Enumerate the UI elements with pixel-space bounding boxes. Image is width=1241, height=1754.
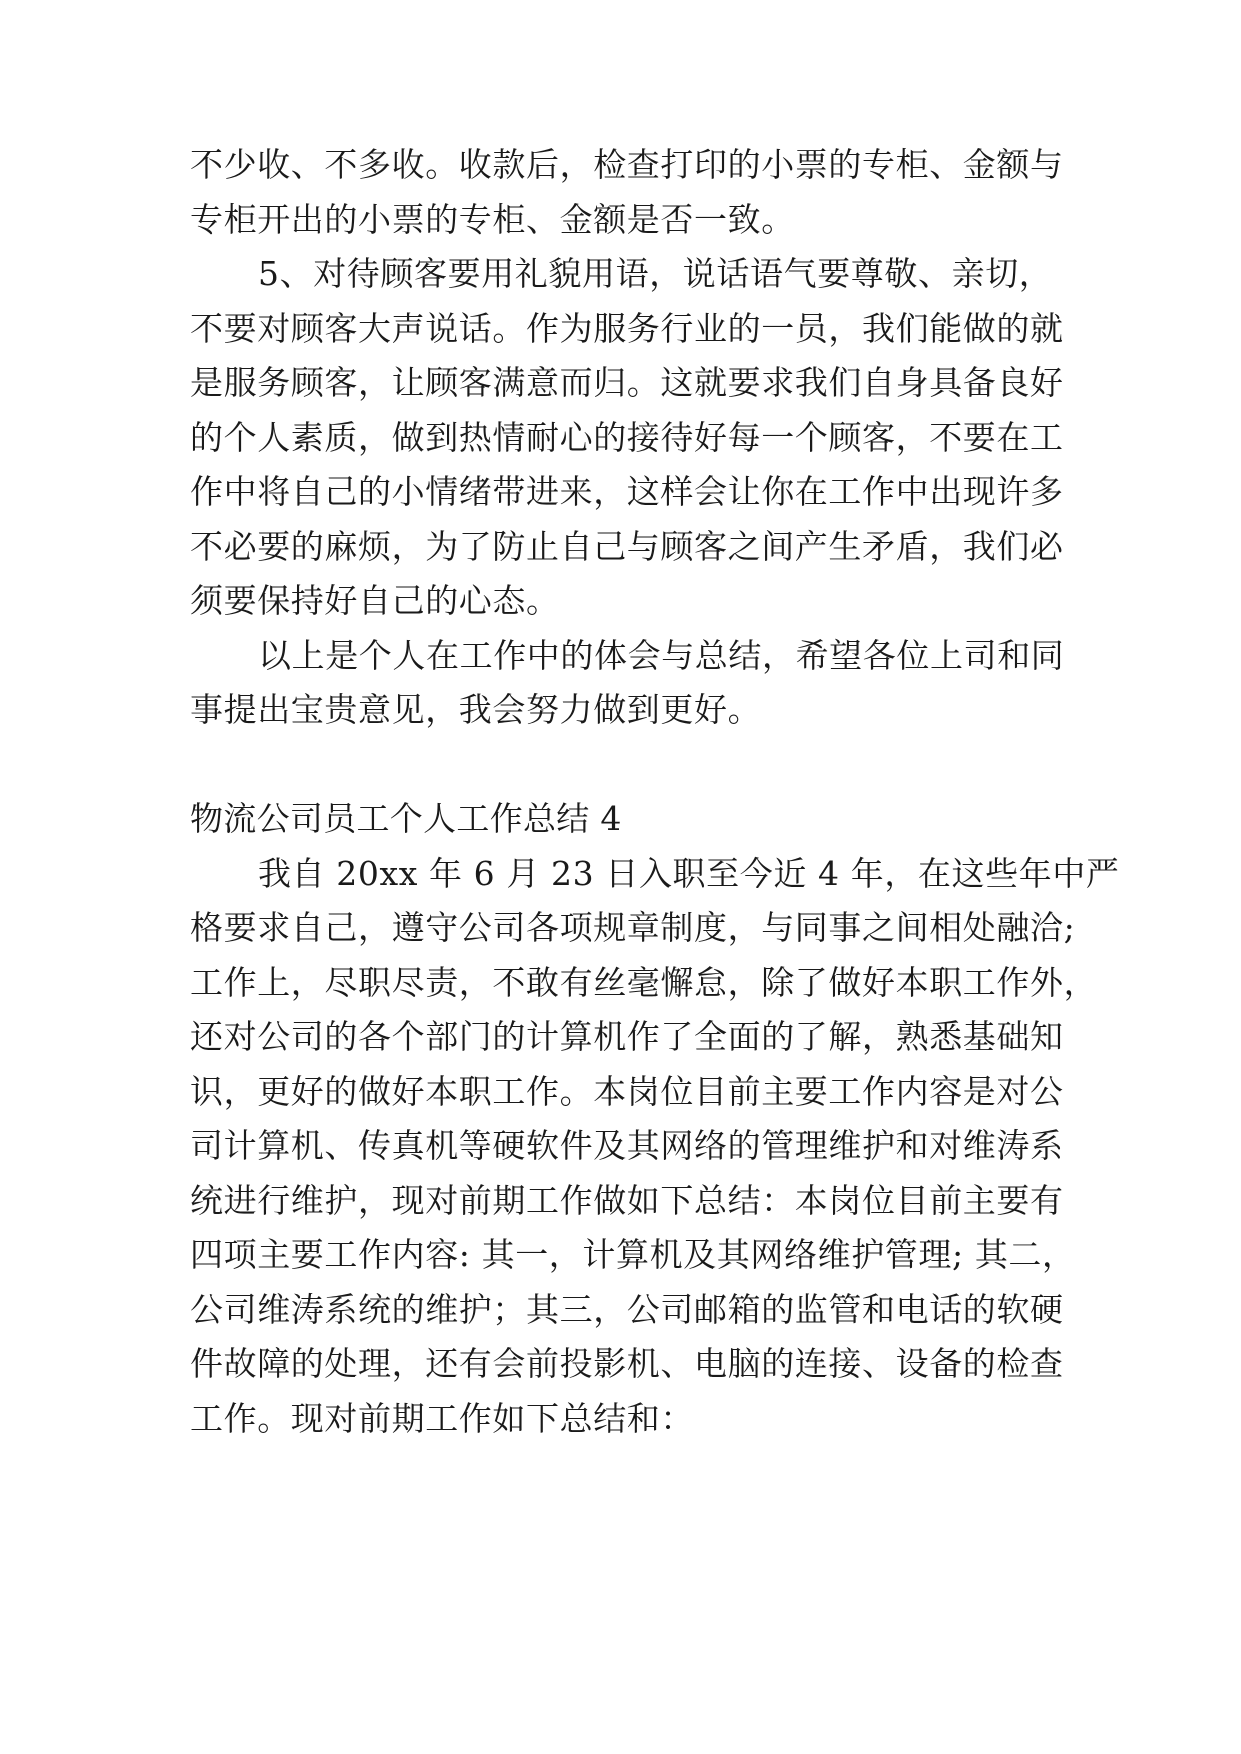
paragraph-line: 不要对顾客大声说话。作为服务行业的一员，我们能做的就	[190, 309, 1064, 348]
paragraph-line: 工作上，尽职尽责，不敢有丝毫懈怠，除了做好本职工作外，	[190, 963, 1098, 1002]
paragraph-line: 不必要的麻烦，为了防止自己与顾客之间产生矛盾，我们必	[190, 527, 1064, 566]
paragraph-line: 格要求自己，遵守公司各项规章制度，与同事之间相处融洽;	[190, 908, 1076, 947]
paragraph-line: 作中将自己的小情绪带进来，这样会让你在工作中出现许多	[190, 472, 1064, 511]
paragraph-line: 5、对待顾客要用礼貌用语，说话语气要尊敬、亲切，	[258, 254, 1053, 293]
paragraph-line: 公司维涛系统的维护；其三，公司邮箱的监管和电话的软硬	[190, 1290, 1064, 1329]
paragraph-line: 是服务顾客，让顾客满意而归。这就要求我们自身具备良好	[190, 363, 1064, 402]
paragraph-line: 工作。现对前期工作如下总结和：	[190, 1399, 694, 1438]
paragraph-line: 件故障的处理，还有会前投影机、电脑的连接、设备的检查	[190, 1344, 1064, 1383]
paragraph-line: 须要保持好自己的心态。	[190, 581, 560, 620]
paragraph-line: 还对公司的各个部门的计算机作了全面的了解，熟悉基础知	[190, 1017, 1064, 1056]
paragraph-line: 不少收、不多收。收款后，检查打印的小票的专柜、金额与	[190, 145, 1064, 184]
paragraph-line: 四项主要工作内容: 其一，计算机及其网络维护管理; 其二，	[190, 1235, 1076, 1274]
paragraph-line: 司计算机、传真机等硬软件及其网络的管理维护和对维涛系	[190, 1126, 1064, 1165]
paragraph-line: 我自 20xx 年 6 月 23 日入职至今近 4 年，在这些年中严	[258, 854, 1120, 893]
paragraph-line: 以上是个人在工作中的体会与总结，希望各位上司和同	[258, 636, 1065, 675]
paragraph-line: 识，更好的做好本职工作。本岗位目前主要工作内容是对公	[190, 1072, 1064, 1111]
paragraph-line: 统进行维护，现对前期工作做如下总结：本岗位目前主要有	[190, 1181, 1064, 1220]
paragraph-line: 专柜开出的小票的专柜、金额是否一致。	[190, 200, 795, 239]
paragraph-line: 的个人素质，做到热情耐心的接待好每一个顾客，不要在工	[190, 418, 1064, 457]
paragraph-line: 事提出宝贵意见，我会努力做到更好。	[190, 690, 762, 729]
section-heading: 物流公司员工个人工作总结 4	[190, 799, 622, 838]
